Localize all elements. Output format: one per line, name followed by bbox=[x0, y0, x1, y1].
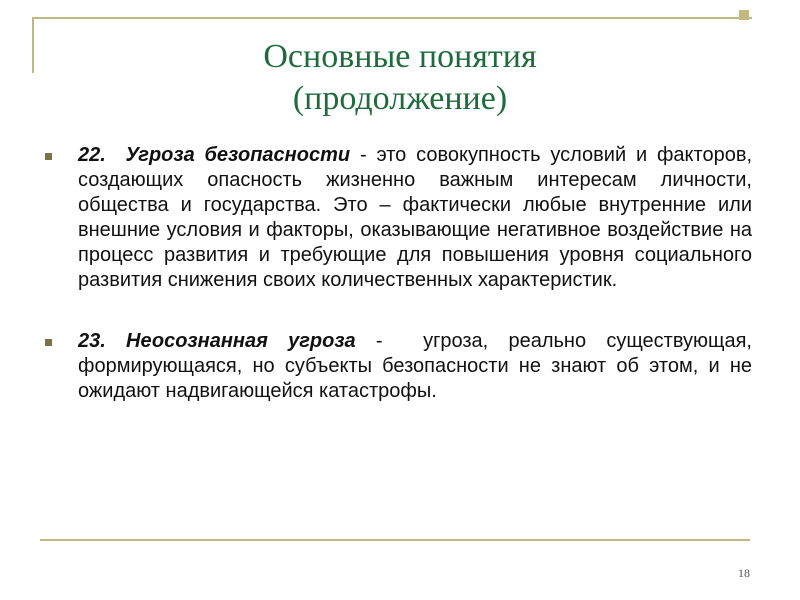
item-definition: угроза, реально существующая, формирующаяся, но субъекты безопасности не знают об этом, и не ожидают надвигающейся катастрофы. bbox=[78, 330, 752, 402]
square-bullet-icon bbox=[45, 153, 52, 160]
item-number: 23. bbox=[78, 330, 106, 352]
item-separator: - bbox=[375, 330, 383, 352]
item-number: 22. bbox=[78, 144, 106, 166]
frame-bottom-line bbox=[40, 539, 750, 541]
item-separator: - bbox=[359, 144, 367, 166]
frame-top-line bbox=[32, 17, 752, 19]
list-item-22 bbox=[78, 143, 752, 293]
frame-left-line bbox=[32, 17, 34, 73]
list-item-23 bbox=[78, 329, 752, 404]
item-term: Угроза безопасности bbox=[125, 144, 351, 166]
item-term: Неосознанная угроза bbox=[126, 330, 356, 352]
slide-content bbox=[78, 143, 752, 404]
frame-corner-square bbox=[739, 10, 749, 20]
slide-title bbox=[100, 36, 700, 120]
slide-title-line-1: Основные понятия bbox=[263, 38, 537, 75]
slide-title-line-2: (продолжение) bbox=[292, 80, 508, 117]
page-number: 18 bbox=[738, 566, 750, 580]
item-definition: это совокупность условий и факторов, создающих опасность жизненно важным интересам личности, общества и государства. Это – фактически любые внутренние или внешние условия и факторы, оказывающие негативное воздействие на процесс развития и требующие для повышения уровня социального развития снижения своих количественных характеристик. bbox=[78, 144, 753, 291]
square-bullet-icon bbox=[45, 339, 52, 346]
